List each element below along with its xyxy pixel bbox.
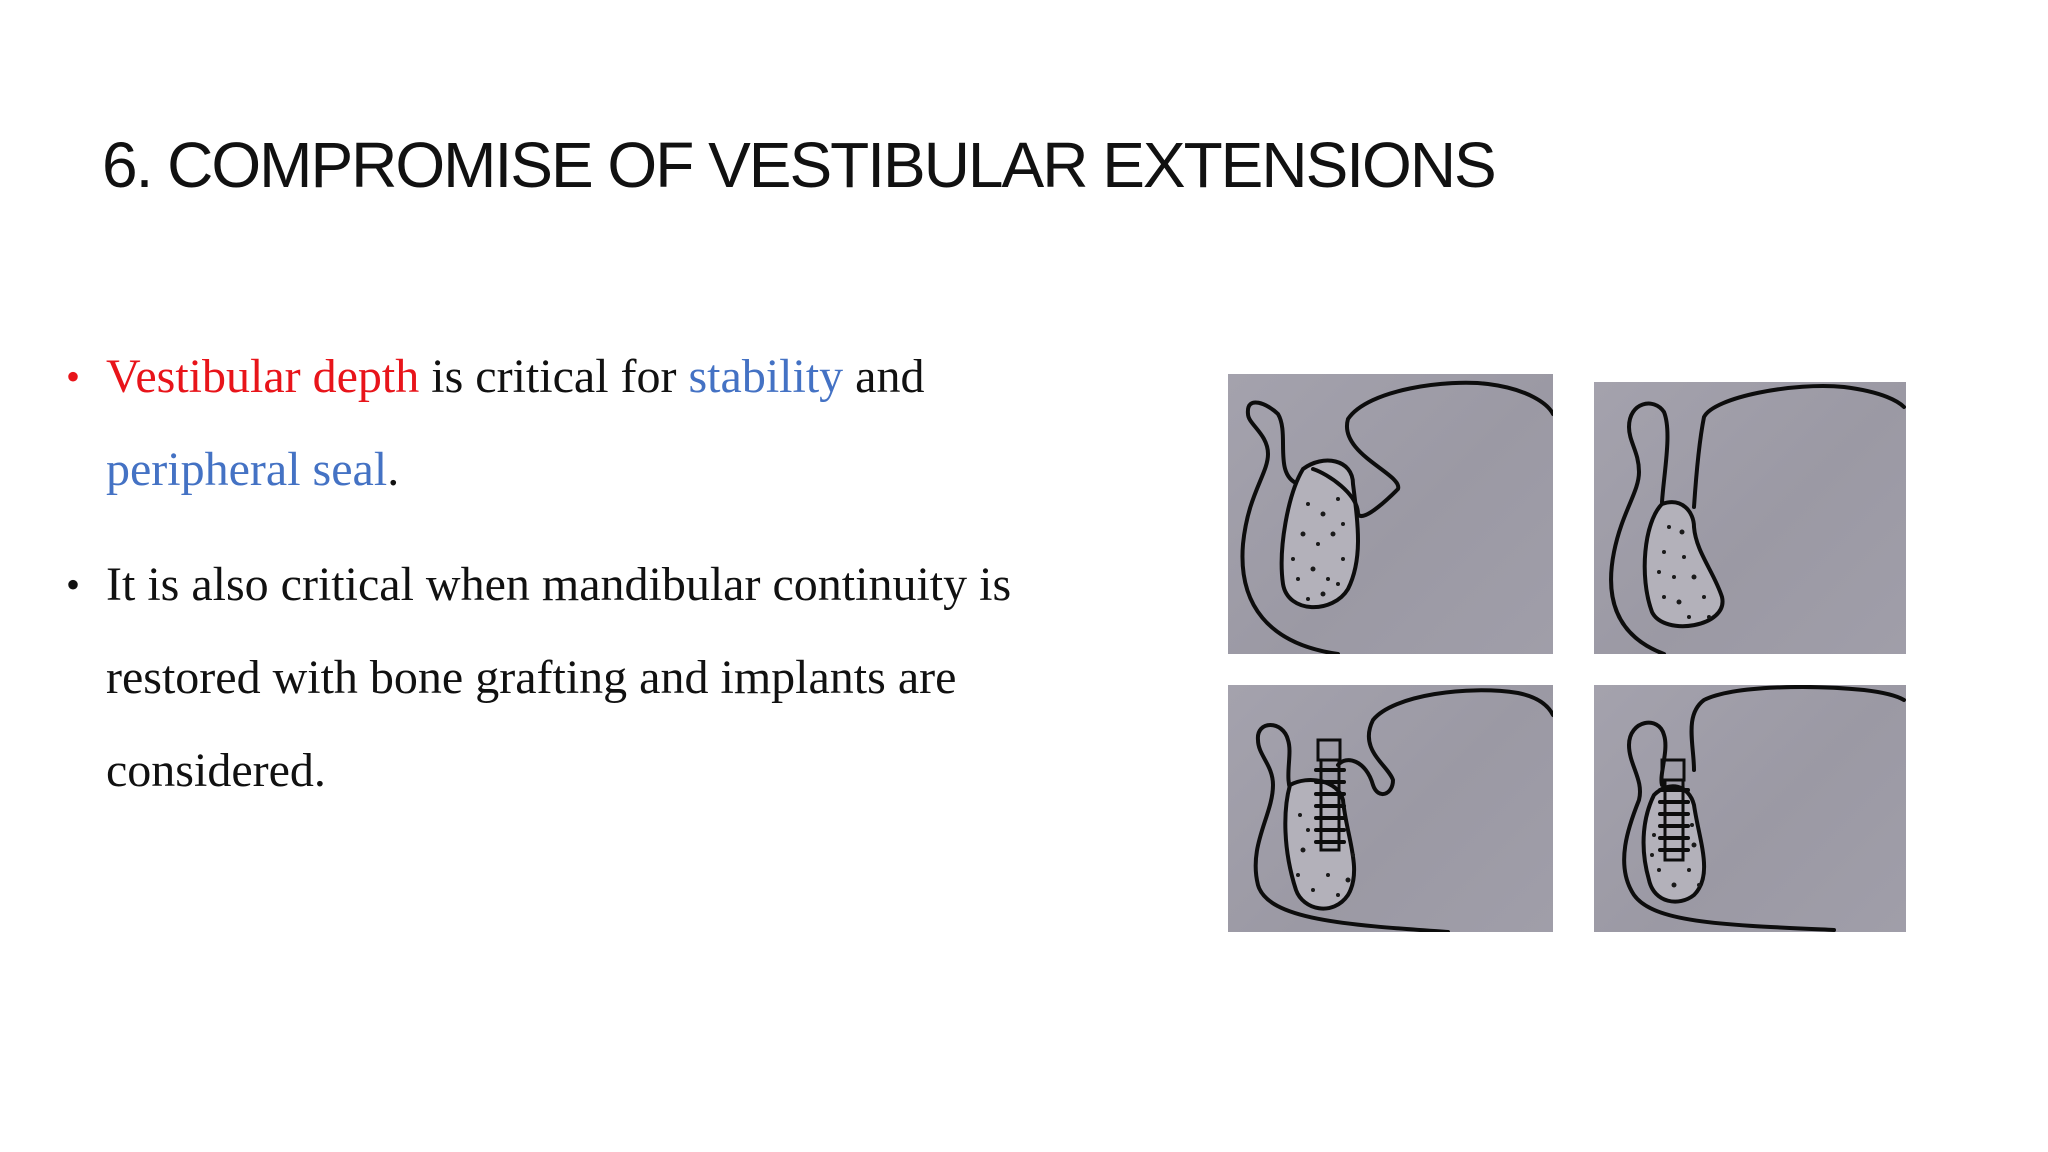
text-segment: . <box>387 443 400 496</box>
deep-vestibule-implant-sketch <box>1228 685 1553 932</box>
bullet-item-vestibular-depth <box>66 330 1126 516</box>
slide-title: 6. COMPROMISE OF VESTIBULAR EXTENSIONS <box>102 129 1495 201</box>
deep-vestibule-sketch <box>1228 374 1553 654</box>
bullet-text: It is also critical when mandibular continuity is restored with bone grafting and implants are considered. <box>106 558 1012 797</box>
figure-shallow-vestibule-implant <box>1594 685 1906 932</box>
shallow-vestibule-sketch <box>1594 382 1906 654</box>
highlight-peripheral-seal: peripheral seal <box>106 443 388 496</box>
highlight-vestibular-depth: Vestibular depth <box>106 350 420 403</box>
bullet-dot-icon: • <box>66 354 81 399</box>
bullet-dot-icon: • <box>66 562 81 607</box>
text-segment: and <box>843 350 925 403</box>
figure-shallow-vestibule <box>1594 382 1906 654</box>
highlight-stability: stability <box>688 350 844 403</box>
shallow-vestibule-implant-sketch <box>1594 685 1906 932</box>
figure-deep-vestibule-implant <box>1228 685 1553 932</box>
figure-deep-vestibule <box>1228 374 1553 654</box>
bullet-item-mandibular-continuity <box>66 538 1126 817</box>
bullet-list <box>66 330 1126 839</box>
text-segment: is critical for <box>419 350 689 403</box>
